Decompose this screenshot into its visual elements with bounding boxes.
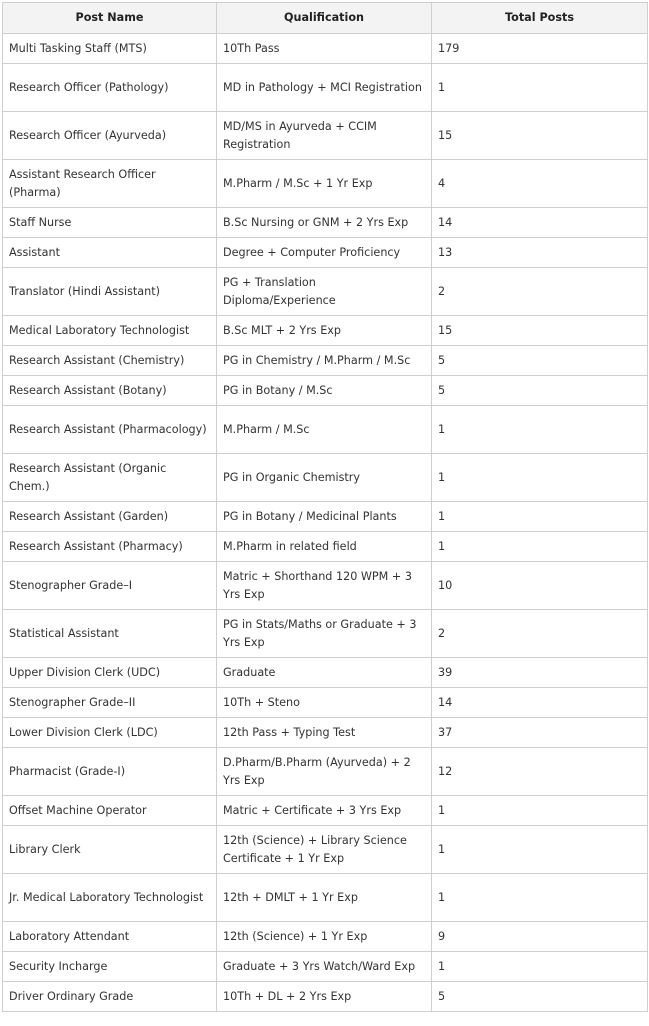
cell-total-posts: 14 [432,688,648,718]
table-row [3,922,648,952]
table-row [3,346,648,376]
cell-total-posts: 15 [432,316,648,346]
cell-post-name: Research Assistant (Botany) [3,376,217,406]
cell-qualification: Degree + Computer Proficiency [217,238,432,268]
posts-table [2,2,648,1012]
cell-post-name: Upper Division Clerk (UDC) [3,658,217,688]
cell-total-posts: 4 [432,160,648,208]
cell-total-posts: 13 [432,238,648,268]
table-header [3,3,648,34]
cell-post-name: Offset Machine Operator [3,796,217,826]
cell-total-posts: 2 [432,268,648,316]
cell-qualification: Matric + Shorthand 120 WPM + 3 Yrs Exp [217,562,432,610]
table-row [3,532,648,562]
cell-qualification: 10Th Pass [217,34,432,64]
cell-total-posts: 1 [432,502,648,532]
cell-qualification: PG in Botany / M.Sc [217,376,432,406]
cell-qualification: B.Sc MLT + 2 Yrs Exp [217,316,432,346]
cell-qualification: B.Sc Nursing or GNM + 2 Yrs Exp [217,208,432,238]
cell-qualification: MD in Pathology + MCI Registration [217,64,432,112]
cell-total-posts: 1 [432,826,648,874]
cell-post-name: Research Assistant (Garden) [3,502,217,532]
cell-qualification: M.Pharm / M.Sc + 1 Yr Exp [217,160,432,208]
table-row [3,748,648,796]
cell-total-posts: 5 [432,982,648,1012]
cell-total-posts: 179 [432,34,648,64]
cell-post-name: Medical Laboratory Technologist [3,316,217,346]
table-row [3,454,648,502]
header-qualification: Qualification [217,3,432,34]
cell-qualification: 12th (Science) + 1 Yr Exp [217,922,432,952]
cell-qualification: PG in Botany / Medicinal Plants [217,502,432,532]
cell-qualification: 12th Pass + Typing Test [217,718,432,748]
cell-total-posts: 1 [432,796,648,826]
cell-total-posts: 10 [432,562,648,610]
header-total-posts: Total Posts [432,3,648,34]
cell-qualification: 10Th + DL + 2 Yrs Exp [217,982,432,1012]
table-row [3,376,648,406]
table-row [3,208,648,238]
cell-qualification: PG in Organic Chemistry [217,454,432,502]
table-row [3,688,648,718]
cell-total-posts: 39 [432,658,648,688]
table-row [3,34,648,64]
cell-qualification: Graduate [217,658,432,688]
cell-total-posts: 37 [432,718,648,748]
table-row [3,562,648,610]
table-row [3,406,648,454]
cell-qualification: PG in Stats/Maths or Graduate + 3 Yrs Exp [217,610,432,658]
table-row [3,610,648,658]
cell-qualification: D.Pharm/B.Pharm (Ayurveda) + 2 Yrs Exp [217,748,432,796]
table-row [3,238,648,268]
cell-post-name: Lower Division Clerk (LDC) [3,718,217,748]
cell-total-posts: 15 [432,112,648,160]
cell-qualification: M.Pharm / M.Sc [217,406,432,454]
table-row [3,316,648,346]
cell-post-name: Translator (Hindi Assistant) [3,268,217,316]
table-row [3,268,648,316]
cell-post-name: Research Assistant (Organic Chem.) [3,454,217,502]
cell-qualification: PG in Chemistry / M.Pharm / M.Sc [217,346,432,376]
cell-post-name: Research Officer (Ayurveda) [3,112,217,160]
cell-total-posts: 1 [432,64,648,112]
cell-post-name: Library Clerk [3,826,217,874]
cell-post-name: Stenographer Grade–II [3,688,217,718]
table-row [3,160,648,208]
cell-post-name: Research Assistant (Pharmacy) [3,532,217,562]
cell-post-name: Assistant [3,238,217,268]
table-row [3,874,648,922]
table-row [3,826,648,874]
cell-post-name: Security Incharge [3,952,217,982]
cell-qualification: Graduate + 3 Yrs Watch/Ward Exp [217,952,432,982]
cell-total-posts: 1 [432,952,648,982]
cell-total-posts: 2 [432,610,648,658]
table-row [3,796,648,826]
table-body [3,34,648,1012]
cell-post-name: Laboratory Attendant [3,922,217,952]
cell-post-name: Assistant Research Officer (Pharma) [3,160,217,208]
cell-total-posts: 14 [432,208,648,238]
header-row [3,3,648,34]
cell-total-posts: 1 [432,406,648,454]
cell-post-name: Research Assistant (Pharmacology) [3,406,217,454]
table-row [3,982,648,1012]
header-post-name: Post Name [3,3,217,34]
cell-qualification: PG + Translation Diploma/Experience [217,268,432,316]
table-row [3,718,648,748]
cell-post-name: Research Officer (Pathology) [3,64,217,112]
table-row [3,64,648,112]
cell-post-name: Jr. Medical Laboratory Technologist [3,874,217,922]
cell-post-name: Statistical Assistant [3,610,217,658]
cell-post-name: Stenographer Grade–I [3,562,217,610]
cell-total-posts: 9 [432,922,648,952]
cell-total-posts: 12 [432,748,648,796]
cell-qualification: M.Pharm in related field [217,532,432,562]
cell-post-name: Pharmacist (Grade-I) [3,748,217,796]
table-row [3,952,648,982]
cell-total-posts: 5 [432,376,648,406]
cell-qualification: 10Th + Steno [217,688,432,718]
table-row [3,112,648,160]
cell-total-posts: 1 [432,874,648,922]
cell-qualification: 12th + DMLT + 1 Yr Exp [217,874,432,922]
cell-post-name: Multi Tasking Staff (MTS) [3,34,217,64]
cell-post-name: Staff Nurse [3,208,217,238]
table-row [3,658,648,688]
cell-total-posts: 1 [432,532,648,562]
cell-total-posts: 1 [432,454,648,502]
cell-qualification: Matric + Certificate + 3 Yrs Exp [217,796,432,826]
cell-total-posts: 5 [432,346,648,376]
cell-qualification: MD/MS in Ayurveda + CCIM Registration [217,112,432,160]
cell-qualification: 12th (Science) + Library Science Certificate + 1 Yr Exp [217,826,432,874]
table-row [3,502,648,532]
cell-post-name: Driver Ordinary Grade [3,982,217,1012]
cell-post-name: Research Assistant (Chemistry) [3,346,217,376]
